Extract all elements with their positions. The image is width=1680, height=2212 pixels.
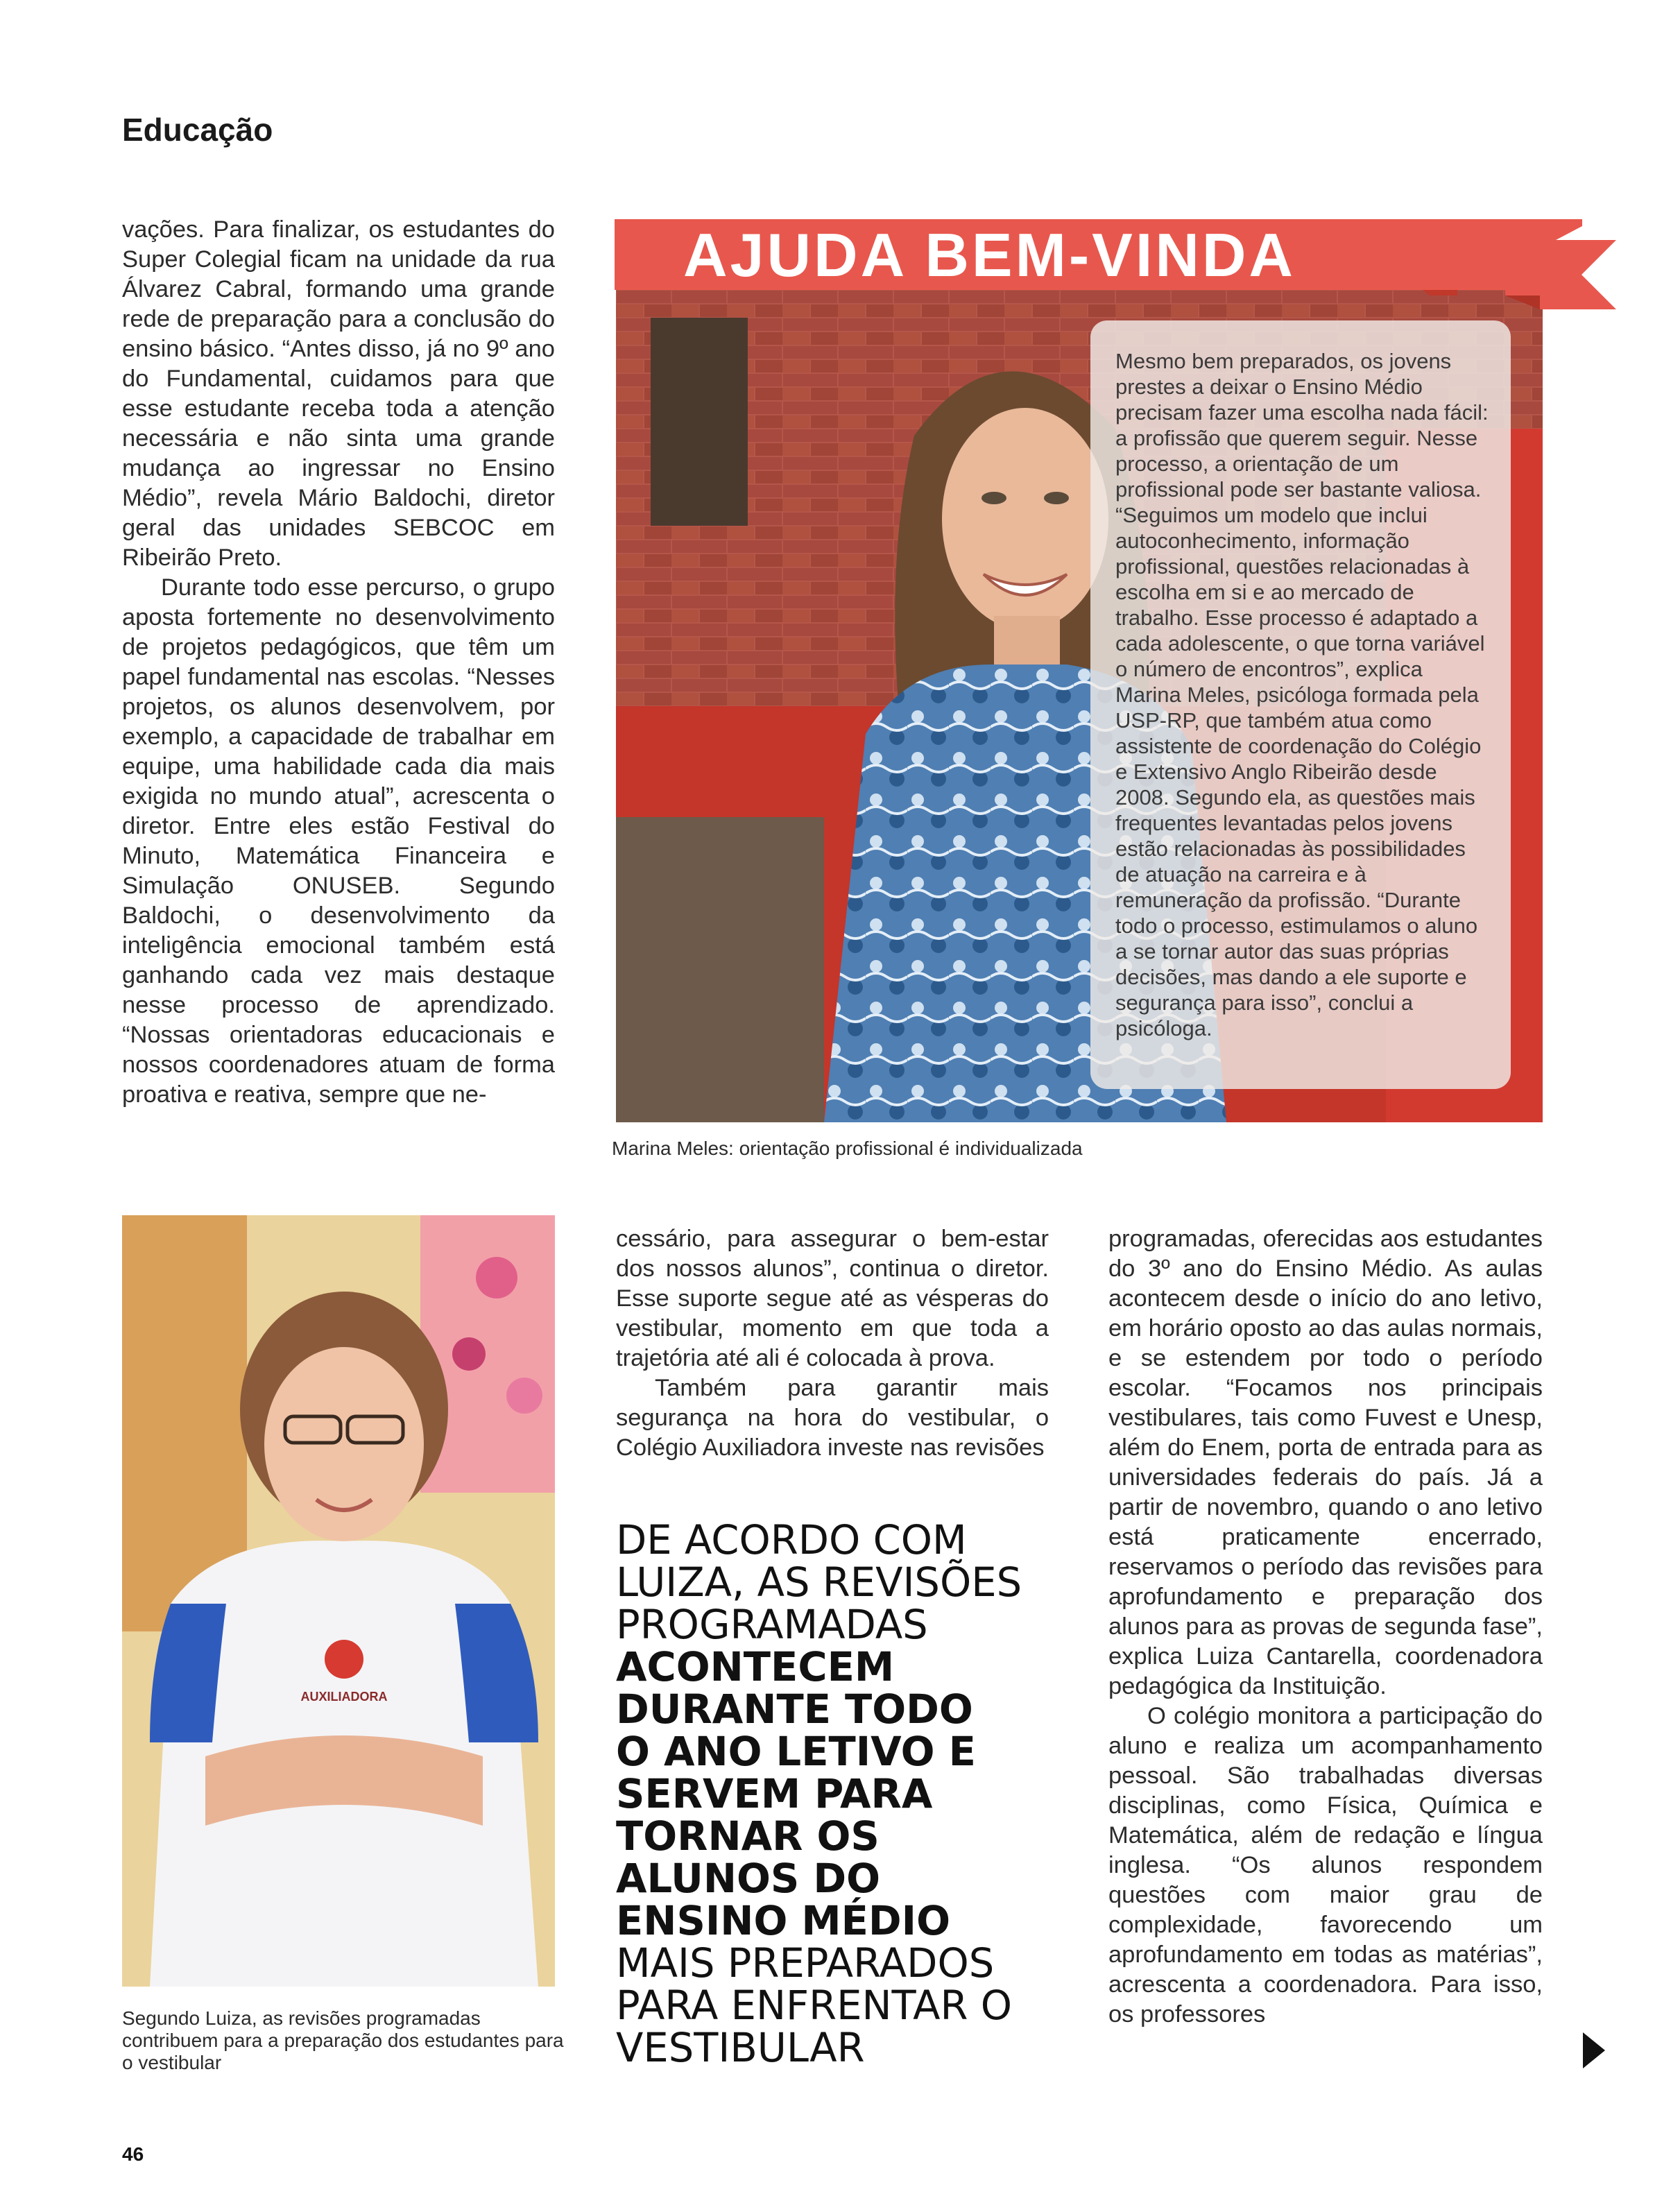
pull-quote-line: ENSINO MÉDIO: [616, 1897, 951, 1944]
pull-quote-line: ALUNOS DO: [616, 1855, 881, 1902]
sidebar-title: AJUDA BEM-VINDA: [683, 221, 1296, 289]
ribbon-tail: [1505, 219, 1616, 316]
pull-quote-line: DE ACORDO COM: [616, 1516, 967, 1563]
paragraph: Também para garantir mais segurança na hora do vestibular, o Colégio Auxiliadora investe nas revisões: [616, 1375, 1049, 1461]
pull-quote: [616, 1516, 1046, 2071]
paragraph: O colégio monitora a participação do aluno e realiza um acompanhamento pessoal. São trabalhadas diversas disciplinas, como Física, Química e Matemática, além de redação e língua inglesa. “Os alunos respondem questões com maior grau de complexidade, favorecendo um aprofundamento em todas as matérias”, acrescenta a coordenadora. Para isso, os professores: [1108, 1703, 1543, 2027]
pull-quote-line: DURANTE TODO: [616, 1686, 973, 1733]
pull-quote-line: LUIZA, AS REVISÕES: [616, 1559, 1022, 1606]
continue-arrow-icon: [1583, 2032, 1605, 2068]
paragraph: cessário, para assegurar o bem-estar dos nossos alunos”, continua o diretor. Esse suporte segue até as vésperas do vestibular, momento em que toda a trajetória até ali é colocada à prova.: [616, 1226, 1049, 1371]
paragraph: vações. Para finalizar, os estudantes do Super Colegial ficam na unidade da rua Álvarez Cabral, formando uma grande rede de preparação para a conclusão do ensino básico. “Antes disso, já no 9º ano do Fundamental, cuidamos para que esse estudante receba toda a atenção necessária e não sinta uma grande mudança ao ingressar no Ensino Médio”, revela Mário Baldochi, diretor geral das unidades SEBCOC em Ribeirão Preto.: [122, 216, 555, 571]
pull-quote-line: PROGRAMADAS: [616, 1601, 928, 1648]
paragraph: programadas, oferecidas aos estudantes do 3º ano do Ensino Médio. As aulas acontecem desde o início do ano letivo, em horário oposto ao das aulas normais, e se estendem por todo o período escolar. “Focamos nos principais vestibulares, tais como Fuvest e Unesp, além do Enem, porta de entrada para as universidades federais do país. Já a partir de novembro, quando o ano letivo está praticamente encerrado, reservamos o período das revisões para aprofundamento e preparação dos alunos para as provas de segunda fase”, explica Luiza Cantarella, coordenadora pedagógica da Instituição.: [1108, 1226, 1543, 1699]
paragraph: Durante todo esse percurso, o grupo aposta fortemente no desenvolvimento de projetos pedagógicos, que têm um papel fundamental nas escolas. “Nesses projetos, os alunos desenvolvem, por exemplo, a capacidade de trabalhar em equipe, uma habilidade cada dia mais exigida no mundo atual”, acrescenta o diretor. Entre eles estão Festival do Minuto, Matemática Financeira e Simulação ONUSEB. Segundo Baldochi, o desenvolvimento da inteligência emocional também está ganhando cada vez mais destaque nesse processo de aprendizado. “Nossas orientadoras educacionais e nossos coordenadores atuam de forma proativa e reativa, sempre que ne-: [122, 574, 555, 1108]
pull-quote-line: ACONTECEM: [616, 1643, 895, 1690]
pull-quote-line: VESTIBULAR: [616, 2024, 865, 2071]
article-column-1: [122, 215, 555, 1110]
pull-quote-line: O ANO LETIVO E: [616, 1728, 976, 1775]
article-column-2: [616, 1224, 1049, 1463]
page-number: 46: [122, 2143, 144, 2165]
pull-quote-line: PARA ENFRENTAR O: [616, 1982, 1013, 2029]
article-column-3: [1108, 1224, 1543, 2030]
pull-quote-line: SERVEM PARA: [616, 1770, 933, 1817]
pull-quote-line: TORNAR OS: [616, 1812, 880, 1860]
photo-caption-luiza: Segundo Luiza, as revisões programadas contribuem para a preparação dos estudantes para o vestibular: [122, 2007, 564, 2073]
photo-luiza-cantarella: [122, 1215, 555, 1987]
sidebar-text: Mesmo bem preparados, os jovens prestes a deixar o Ensino Médio precisam fazer uma escolha nada fácil: a profissão que querem seguir. Nesse processo, a orientação de um profissional pode ser bastante valiosa. “Seguimos um modelo que inclui autoconhecimento, informação profissional, questões relacionadas à escolha em si e ao mercado de trabalho. Esse processo é adaptado a cada adolescente, o que torna variável o número de encontros”, explica Marina Meles, psicóloga formada pela USP-RP, que também atua como assistente de coordenação do Colégio e Extensivo Anglo Ribeirão desde 2008. Segundo ela, as questões mais frequentes levantadas pelos jovens estão relacionadas às possibilidades de atuação na carreira e à remuneração da profissão. “Durante todo o processo, estimulamos o aluno a se tornar autor das suas próprias decisões, mas dando a ele suporte e segurança para isso”, conclui a psicóloga.: [1115, 349, 1489, 1040]
logo-text: AUXILIADORA: [300, 1690, 388, 1704]
section-title: Educação: [122, 112, 273, 148]
pull-quote-line: MAIS PREPARADOS: [616, 1939, 995, 1987]
photo-caption-marina: Marina Meles: orientação profissional é individualizada: [612, 1138, 1083, 1159]
